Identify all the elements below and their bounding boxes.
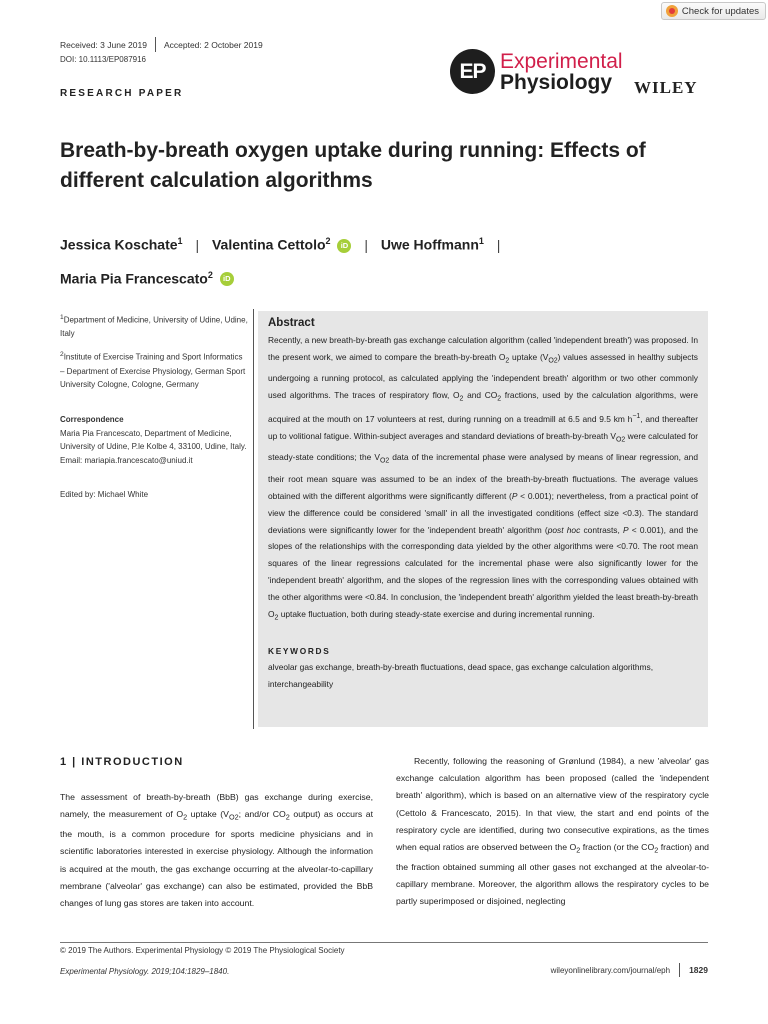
article-title: Breath-by-breath oxygen uptake during running: Effects of different calculation algorithms <box>60 139 646 192</box>
correspondence-address: Maria Pia Francescato, Department of Medicine, University of Udine, P.le Kolbe 4, 33100, Udine, Italy. <box>60 428 247 452</box>
check-for-updates-label: Check for updates <box>681 5 759 17</box>
received-date: Received: 3 June 2019 <box>60 39 147 50</box>
introduction-column-2: Recently, following the reasoning of Grønlund (1984), a new 'alveolar' gas exchange calculation algorithm has been proposed (called the 'independent breath' algorithm), which is based on an alternative view of the respiratory cycle (Cettolo & Francescato, 2015). In that view, the start and end points of the respiratory cycle are identified, during two consecutive expirations, as the times when equal ratios are observed between the $O_2$ fraction (or the $CO_2$ fraction) and the fraction obtained summing all other gases not exchanged at the alveolar-to-capillary membrane. Moreover, the algorithm allows the respiratory cycles to be partly superimposed or disjoined, neglecting <box>396 756 709 907</box>
section-heading-introduction: 1 | INTRODUCTION <box>60 756 184 768</box>
author-separator: | <box>195 236 200 253</box>
abstract-text: Recently, a new breath-by-breath gas exchange calculation algorithm (called 'independent breath') was proposed. In the present work, we aimed to compare the breath-by-breath $O_2$ uptake $(V_{O2})$ values assessed in healthy subjects undergoing a running protocol, as calculated applying the 'independent breath' algorithm or two other commonly used algorithms. The traces of respiratory flow, $O_2$ and $CO_2$ fractions, used by the calculation algorithms, were acquired at the mouth on 17 volunteers at rest, during running on a treadmill at 6.5 and 9.5 km $h^{-1}$, and thereafter up to volitional fatigue. Within-subject averages and standard deviations of breath-by-breath $V_{O2}$ were calculated for steady-state conditions; the $V_{O2}$ data of the incremental phase were analysed by means of linear regression, and their root mean square was assumed to be an index of the breath-by-breath fluctuations. The average values obtained with the different algorithms were significantly different (P < 0.001); nevertheless, from a practical point of view the difference could be considered 'small' in all the investigated conditions (effect size <0.3). The standard deviations were significantly lower for the 'independent breath' algorithm (post hoc contrasts, P < 0.001), and the slopes of the relationships with the corresponding data yielded by the other algorithms were <0.70. The root mean squares of the linear regressions calculated for the incremental phase were also significantly lower for the 'independent breath' algorithm, and the slopes of the regression lines with the corresponding values obtained with the other algorithms were <0.84. In conclusion, the 'independent breath' algorithm yielded the least breath-by-breath $O_2$ uptake fluctuation, both during steady-state exercise and during incremental running. <box>268 335 698 622</box>
correspondence-title: Correspondence <box>60 415 124 425</box>
divider <box>679 963 680 977</box>
journal-name-line2: Physiology <box>500 70 613 94</box>
article-sidebar <box>60 311 248 501</box>
page-footer <box>551 963 708 977</box>
correspondence-email[interactable]: Email: mariapia.francescato@uniud.it <box>60 455 193 465</box>
journal-logo-mark: EP <box>450 49 495 94</box>
author-list <box>60 226 660 293</box>
journal-citation: Experimental Physiology. 2019;104:1829–1840. <box>60 967 230 976</box>
author-name[interactable]: Jessica Koschate <box>60 236 178 253</box>
page-number: 1829 <box>689 965 708 975</box>
check-for-updates-button[interactable] <box>661 2 766 20</box>
keywords-title: KEYWORDS <box>268 645 331 656</box>
affiliation <box>60 348 248 391</box>
accepted-date: Accepted: 2 October 2019 <box>163 39 263 50</box>
crossmark-icon <box>666 5 678 17</box>
doi[interactable]: DOI: 10.1113/EP087916 <box>60 55 146 64</box>
article-dates <box>60 37 263 52</box>
author-affiliation-ref: 1 <box>177 236 183 246</box>
orcid-icon[interactable]: iD <box>337 239 351 253</box>
journal-url[interactable]: wileyonlinelibrary.com/journal/eph <box>550 965 671 975</box>
edited-by: Edited by: Michael White <box>60 489 149 499</box>
author-separator: | <box>364 236 368 253</box>
affiliation <box>60 311 248 340</box>
author-name[interactable]: Uwe Hoffmann <box>380 236 479 253</box>
author-affiliation-ref: 1 <box>478 236 484 246</box>
journal-name-line1: Experimental <box>500 49 623 73</box>
author-separator: | <box>496 236 501 253</box>
copyright-notice: © 2019 The Authors. Experimental Physiology © 2019 The Physiological Society <box>60 942 708 955</box>
author-affiliation-ref: 2 <box>207 269 213 280</box>
affiliation-number: 2 <box>60 351 64 359</box>
author-affiliation-ref: 2 <box>325 236 331 246</box>
affiliation-number: 1 <box>60 314 64 321</box>
introduction-column-1: The assessment of breath-by-breath (BbB) gas exchange during exercise, namely, the measurement of $O_2$ uptake ($V_{O2}$; and/or $CO_2$ output) as occurs at the mouth, is a common procedure for sports medicine physicians and in scientific laboratories interested in exercise physiology. Although the information is acquired at the mouth, the gas exchange occurring at the alveolar-to-capillary membrane ('alveolar' gas exchange) can also be estimated, provided the BbB changes of lung gas stores are taken into account. <box>60 792 373 908</box>
column-divider <box>253 309 254 729</box>
correspondence <box>60 413 248 467</box>
affiliation-text: Institute of Exercise Training and Sport Informatics – Department of Exercise Physiology, German Sport University Cologne, Cologne, Germany <box>60 353 246 389</box>
divider <box>155 37 156 52</box>
abstract-box <box>258 311 708 727</box>
keywords: alveolar gas exchange, breath-by-breath fluctuations, dead space, gas exchange calculation algorithms, interchangeability <box>268 661 654 689</box>
abstract-title: Abstract <box>268 317 315 329</box>
publisher-logo: WILEY <box>634 78 698 97</box>
article-type: RESEARCH PAPER <box>60 88 184 99</box>
journal-logo <box>450 49 623 94</box>
orcid-icon[interactable]: iD <box>220 272 234 286</box>
author-name[interactable]: Maria Pia Francescato <box>60 270 208 287</box>
journal-name <box>500 51 623 93</box>
affiliation-text: Department of Medicine, University of Udine, Udine, Italy <box>60 315 248 339</box>
author-name[interactable]: Valentina Cettolo <box>211 236 326 253</box>
